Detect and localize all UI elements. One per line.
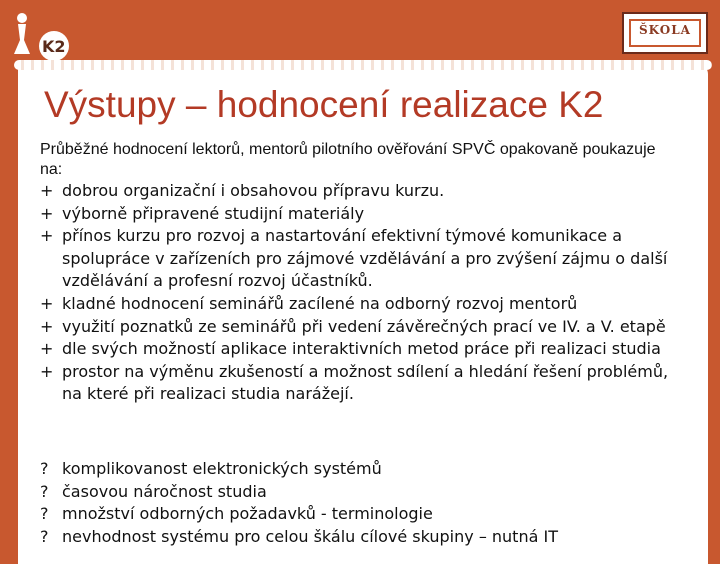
list-item: + výborně připravené studijní materiály	[40, 203, 680, 226]
list-item: ? množství odborných požadavků - terminologie	[40, 503, 680, 526]
list-item: + dle svých možností aplikace interaktivních metod práce při realizaci studia	[40, 338, 680, 361]
positives-list	[40, 180, 680, 406]
plus-marker: +	[40, 203, 54, 223]
plus-marker: +	[40, 293, 54, 313]
school-logo	[622, 12, 708, 54]
list-item: ? časovou náročnost studia	[40, 481, 680, 504]
question-marker: ?	[40, 481, 49, 501]
list-item: + využití poznatků ze seminářů při vedení závěrečných prací ve IV. a V. etapě	[40, 316, 680, 339]
question-marker: ?	[40, 459, 49, 478]
plus-marker: +	[40, 181, 54, 200]
question-marker: ?	[40, 504, 49, 524]
list-item: + prostor na výměnu zkušeností a možnost sdílení a hledání řešení problémů, na které při realizaci studia narážejí.	[40, 361, 669, 404]
list-item: + přínos kurzu pro rozvoj a nastartování efektivní týmové komunikace a spolupráce v zařízeních pro zájmové vzdělávání a pro zvýšení zájmu o další vzdělávání a profesní rozvoj účastníků.	[40, 226, 668, 291]
plus-marker: +	[40, 361, 54, 381]
plus-marker: +	[40, 316, 54, 336]
plus-marker: +	[40, 226, 54, 246]
question-marker: ?	[40, 526, 49, 546]
k2-logo	[12, 10, 72, 62]
list-item: ? nevhodnost systému pro celou škálu cílové skupiny – nutná IT	[40, 526, 680, 549]
k2-logo-text: K2	[42, 37, 66, 56]
plus-marker: +	[40, 339, 54, 359]
list-item: + dobrou organizační i obsahovou přípravu kurzu.	[40, 180, 680, 203]
concerns-list	[40, 458, 680, 548]
school-logo-text: ŠKOLA	[639, 23, 691, 37]
list-item: ? komplikovanost elektronických systémů	[40, 458, 680, 481]
intro-text: Průběžné hodnocení lektorů, mentorů pilotního ověřování SPVČ opakovaně poukazuje na:	[40, 141, 656, 178]
slide-title: Výstupy – hodnocení realizace K2	[44, 84, 604, 125]
list-item: + kladné hodnocení seminářů zacílené na odborný rozvoj mentorů	[40, 293, 680, 316]
